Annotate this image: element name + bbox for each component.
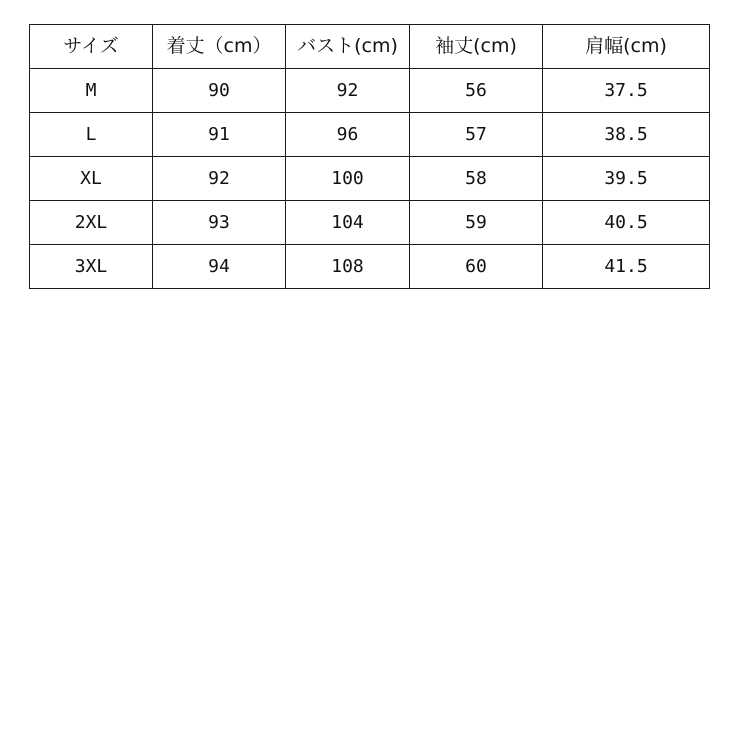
- cell-bust: 96: [286, 113, 410, 157]
- table-row: [30, 157, 710, 201]
- cell-size: M: [30, 69, 153, 113]
- cell-bust: 100: [286, 157, 410, 201]
- cell-bust: 108: [286, 245, 410, 289]
- header-shoulder-width: 肩幅(cm): [543, 25, 710, 69]
- cell-size: 2XL: [30, 201, 153, 245]
- table-row: [30, 245, 710, 289]
- cell-length: 91: [153, 113, 286, 157]
- cell-size: L: [30, 113, 153, 157]
- header-bust: バスト(cm): [286, 25, 410, 69]
- cell-sleeve-length: 56: [410, 69, 543, 113]
- cell-sleeve-length: 60: [410, 245, 543, 289]
- cell-sleeve-length: 59: [410, 201, 543, 245]
- cell-bust: 92: [286, 69, 410, 113]
- cell-shoulder-width: 37.5: [543, 69, 710, 113]
- cell-shoulder-width: 38.5: [543, 113, 710, 157]
- table-row: [30, 201, 710, 245]
- header-length: 着丈（cm）: [153, 25, 286, 69]
- cell-length: 93: [153, 201, 286, 245]
- header-sleeve-length: 袖丈(cm): [410, 25, 543, 69]
- table-row: [30, 69, 710, 113]
- cell-sleeve-length: 58: [410, 157, 543, 201]
- cell-length: 92: [153, 157, 286, 201]
- cell-length: 90: [153, 69, 286, 113]
- cell-bust: 104: [286, 201, 410, 245]
- table-header-row: [30, 25, 710, 69]
- cell-shoulder-width: 39.5: [543, 157, 710, 201]
- cell-shoulder-width: 40.5: [543, 201, 710, 245]
- cell-shoulder-width: 41.5: [543, 245, 710, 289]
- cell-size: 3XL: [30, 245, 153, 289]
- header-size: サイズ: [30, 25, 153, 69]
- cell-length: 94: [153, 245, 286, 289]
- size-chart-table: [29, 24, 710, 289]
- table-row: [30, 113, 710, 157]
- cell-size: XL: [30, 157, 153, 201]
- cell-sleeve-length: 57: [410, 113, 543, 157]
